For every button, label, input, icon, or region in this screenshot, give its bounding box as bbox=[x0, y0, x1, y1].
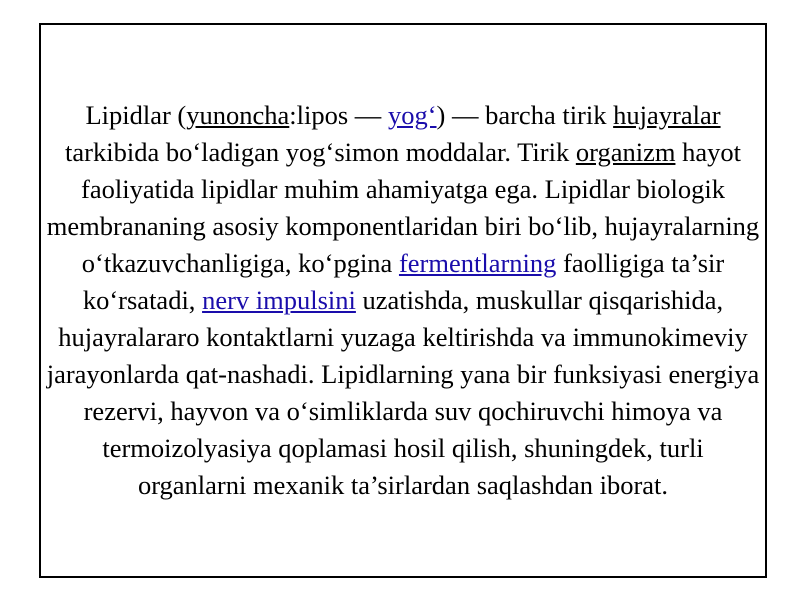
link-nerv-impulsini[interactable]: nerv impulsini bbox=[202, 285, 356, 315]
text-segment-6: faolligiga ta’sir ko‘rsatadi, bbox=[82, 248, 725, 315]
body-paragraph bbox=[46, 97, 760, 504]
term-yunoncha: yunoncha bbox=[186, 100, 290, 130]
text-segment-7: uzatishda, muskullar qisqarishida, hujayralararo kontaktlarni yuzaga keltirishda va immunokimeviy jarayonlarda qat-nashadi. Lipidlarning yana bir funksiyasi energiya rezervi, hayvon va o‘simliklarda suv qochiruvchi himoya va termoizolyasiya qoplamasi hosil qilish, shuningdek, turli organlarni mexanik ta’sirlardan saqlashdan iborat. bbox=[46, 285, 760, 500]
text-segment-3: ) — barcha tirik bbox=[436, 100, 614, 130]
link-yog[interactable]: yog‘ bbox=[387, 100, 437, 130]
text-segment-1: Lipidlar ( bbox=[85, 100, 187, 130]
text-segment-2: :lipos — bbox=[289, 100, 388, 130]
text-frame bbox=[39, 23, 767, 578]
text-segment-4: tarkibida bo‘ladigan yog‘simon moddalar. Tirik bbox=[65, 137, 576, 167]
text-segment-5: hayot faoliyatida lipidlar muhim ahamiyatga ega. Lipidlar biologik membrananing asosiy komponentlaridan biri bo‘lib, hujayralarning o‘tkazuvchanligiga, ko‘pgina bbox=[46, 137, 760, 278]
link-fermentlarning[interactable]: fermentlarning bbox=[398, 248, 557, 278]
term-organizm: organizm bbox=[575, 137, 676, 167]
term-hujayralar: hujayralar bbox=[613, 100, 721, 130]
